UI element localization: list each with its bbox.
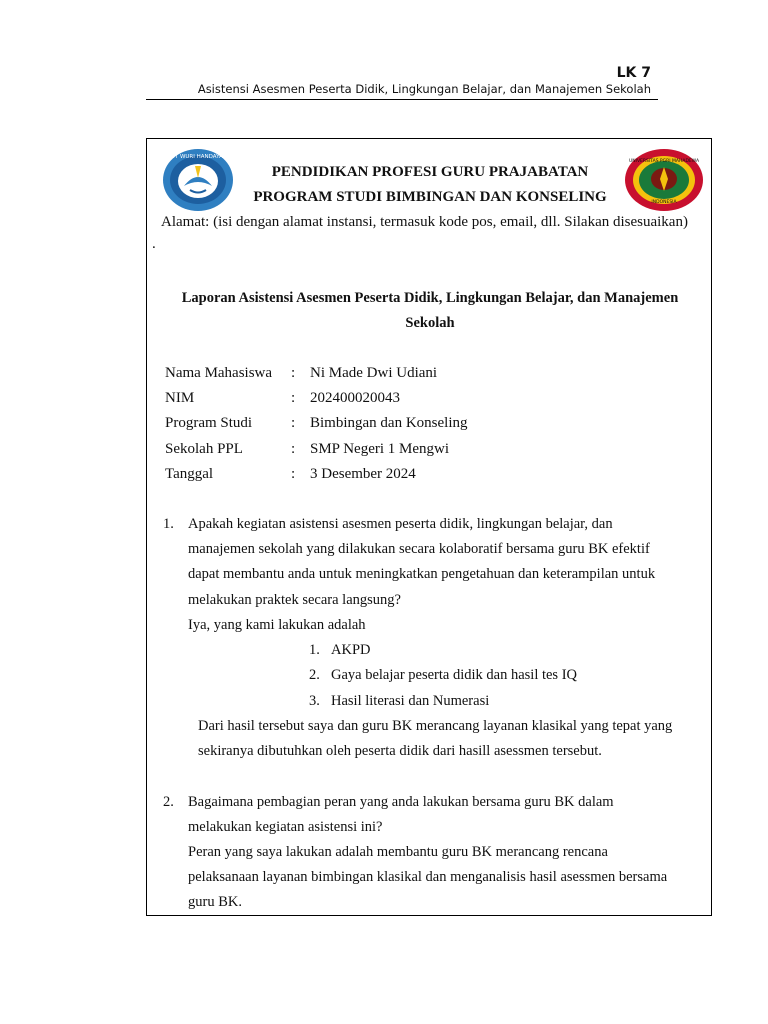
identity-value: Bimbingan dan Konseling xyxy=(310,415,468,431)
report-title-line-2: Sekolah xyxy=(405,315,455,331)
university-seal-bottom-text: INDONESIA xyxy=(651,200,677,205)
identity-colon: : xyxy=(291,365,296,381)
identity-colon: : xyxy=(291,466,296,482)
answer-line: guru BK. xyxy=(188,894,242,910)
question-number: 2. xyxy=(163,794,174,810)
identity-label: Sekolah PPL xyxy=(165,441,243,457)
answer-conclusion-line: sekiranya dibutuhkan oleh peserta didik dari hasill asessmen tersebut. xyxy=(198,743,602,759)
report-title-line-1: Laporan Asistensi Asesmen Peserta Didik, Lingkungan Belajar, dan Manajemen xyxy=(181,290,679,306)
answer-list-number: 2. xyxy=(309,667,320,683)
question-text-line: melakukan praktek secara langsung? xyxy=(188,592,401,608)
institution-line-1: PENDIDIKAN PROFESI GURU PRAJABATAN xyxy=(271,164,589,180)
question-text-line: Bagaimana pembagian peran yang anda lakukan bersama guru BK dalam xyxy=(188,794,614,810)
identity-value: 202400020043 xyxy=(310,390,400,406)
answer-list-number: 3. xyxy=(309,693,320,709)
identity-colon: : xyxy=(291,390,296,406)
answer-list-number: 1. xyxy=(309,642,320,658)
identity-value: Ni Made Dwi Udiani xyxy=(310,365,438,381)
question-number: 1. xyxy=(163,516,174,532)
question-text-line: melakukan kegiatan asistensi ini? xyxy=(188,819,383,835)
answer-line: pelaksanaan layanan bimbingan klasikal dan menganalisis hasil asessmen bersama xyxy=(188,869,668,885)
institution-line-2: PROGRAM STUDI BIMBINGAN DAN KONSELING xyxy=(253,189,607,205)
identity-label: Program Studi xyxy=(165,415,253,431)
header-rule xyxy=(146,99,658,100)
identity-colon: : xyxy=(291,415,296,431)
answer-line: Peran yang saya lakukan adalah membantu guru BK merancang rencana xyxy=(188,844,608,860)
answer-list-item: Gaya belajar peserta didik dan hasil tes IQ xyxy=(331,667,578,683)
answer-intro: Iya, yang kami lakukan adalah xyxy=(188,617,366,633)
answer-list-item: AKPD xyxy=(331,642,371,658)
page-code: LK 7 xyxy=(616,65,651,81)
identity-value: SMP Negeri 1 Mengwi xyxy=(310,441,450,457)
identity-label: Nama Mahasiswa xyxy=(165,365,273,381)
document-frame xyxy=(146,138,712,916)
identity-colon: : xyxy=(291,441,296,457)
institution-address: Alamat: (isi dengan alamat instansi, termasuk kode pos, email, dll. Silakan disesuaikan) xyxy=(161,214,688,230)
address-dot: . xyxy=(152,236,156,252)
question-text-line: dapat membantu anda untuk meningkatkan pengetahuan dan keterampilan untuk xyxy=(188,566,656,582)
tut-wuri-logo-text: TUT WURI HANDAYANI xyxy=(167,154,229,160)
university-seal-top-text: UNIVERSITAS PGRI MAHADEWA xyxy=(628,159,700,164)
identity-label: NIM xyxy=(165,390,195,406)
answer-list-item: Hasil literasi dan Numerasi xyxy=(331,693,490,709)
page-header-subtitle: Asistensi Asesmen Peserta Didik, Lingkungan Belajar, dan Manajemen Sekolah xyxy=(197,82,651,96)
question-text-line: Apakah kegiatan asistensi asesmen peserta didik, lingkungan belajar, dan xyxy=(188,516,613,532)
question-text-line: manajemen sekolah yang dilakukan secara kolaboratif bersama guru BK efektif xyxy=(188,541,650,557)
identity-label: Tanggal xyxy=(165,466,214,482)
answer-conclusion-line: Dari hasil tersebut saya dan guru BK merancang layanan klasikal yang tepat yang xyxy=(198,718,673,734)
identity-value: 3 Desember 2024 xyxy=(310,466,416,482)
